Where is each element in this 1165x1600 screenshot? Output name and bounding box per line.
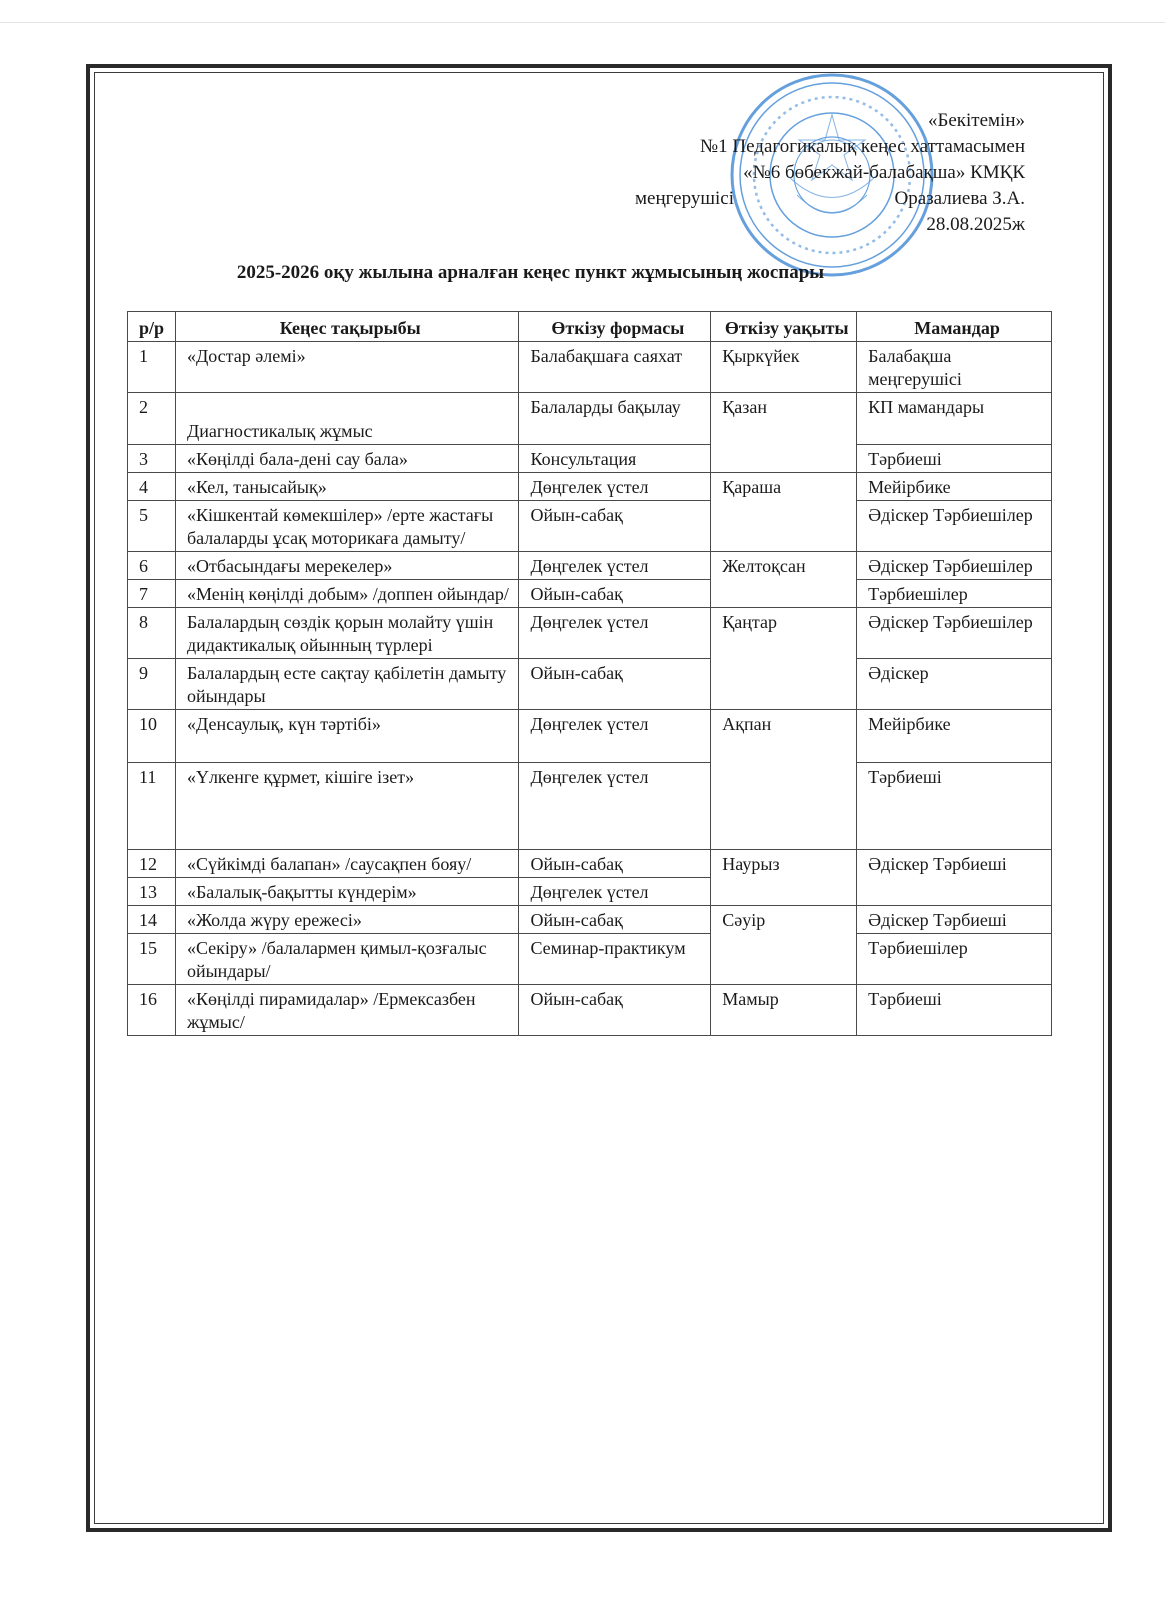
row-specialists: Әдіскер (857, 659, 1052, 710)
row-form: Ойын-сабақ (519, 501, 711, 552)
row-form: Дөңгелек үстел (519, 878, 711, 906)
row-specialists: Тәрбиеші (857, 445, 1052, 473)
row-number: 9 (128, 659, 176, 710)
approval-block (635, 108, 1025, 238)
row-form: Ойын-сабақ (519, 659, 711, 710)
page-top-rule (0, 22, 1165, 23)
row-form: Балаларды бақылау (519, 393, 711, 445)
row-time: Желтоқсан (711, 552, 857, 608)
approval-heading: «Бекітемін» (927, 110, 1025, 131)
header-specialists: Мамандар (857, 312, 1052, 342)
row-form: Семинар-практикум (519, 934, 711, 985)
header-number: р/р (128, 312, 176, 342)
approval-position: меңгерушісі (635, 188, 734, 209)
row-topic: «Секіру» /балалармен қимыл-қозғалыс ойындары/ (175, 934, 519, 985)
row-time: Қаңтар (711, 608, 857, 710)
row-topic: «Үлкенге құрмет, кішіге ізет» (175, 763, 519, 850)
row-topic: «Кел, танысайық» (175, 473, 519, 501)
table-row (128, 985, 1052, 1036)
approval-signature-line (635, 186, 1025, 212)
row-number: 7 (128, 580, 176, 608)
approval-name: Оразалиева З.А. (894, 188, 1025, 209)
row-number: 3 (128, 445, 176, 473)
table-header-row (128, 312, 1052, 342)
table-row (128, 342, 1052, 393)
row-number: 10 (128, 710, 176, 763)
row-number: 5 (128, 501, 176, 552)
row-specialists: Балабақша меңгерушісі (857, 342, 1052, 393)
row-specialists: Мейірбике (857, 473, 1052, 501)
row-time: Қазан (711, 393, 857, 473)
row-specialists: Тәрбиешілер (857, 934, 1052, 985)
row-specialists: Тәрбиеші (857, 763, 1052, 850)
row-specialists: Әдіскер Тәрбиеші (857, 906, 1052, 934)
row-form: Дөңгелек үстел (519, 473, 711, 501)
table-row (128, 608, 1052, 659)
row-topic: «Көңілді бала-дені сау бала» (175, 445, 519, 473)
table-row (128, 445, 1052, 473)
table-row (128, 473, 1052, 501)
row-specialists: КП мамандары (857, 393, 1052, 445)
row-topic: Балалардың есте сақтау қабілетін дамыту ойындары (175, 659, 519, 710)
row-topic: «Достар әлемі» (175, 342, 519, 393)
row-form: Ойын-сабақ (519, 985, 711, 1036)
row-time: Қараша (711, 473, 857, 552)
row-time: Қыркүйек (711, 342, 857, 393)
row-specialists: Әдіскер Тәрбиешілер (857, 608, 1052, 659)
row-topic: Балалардың сөздік қорын молайту үшін дидактикалық ойынның түрлері (175, 608, 519, 659)
row-topic: «Менің көңілді добым» /доппен ойындар/ (175, 580, 519, 608)
row-specialists: Тәрбиешілер (857, 580, 1052, 608)
row-number: 14 (128, 906, 176, 934)
table-row (128, 934, 1052, 985)
approval-date: 28.08.2025ж (926, 214, 1025, 235)
document-title-wrap (0, 262, 1165, 284)
approval-protocol: №1 Педагогикалық кеңес хаттамасымен (700, 136, 1025, 157)
row-number: 16 (128, 985, 176, 1036)
table-row (128, 580, 1052, 608)
row-number: 6 (128, 552, 176, 580)
row-number: 11 (128, 763, 176, 850)
row-form: Ойын-сабақ (519, 906, 711, 934)
table-row (128, 552, 1052, 580)
consultation-plan-table (127, 311, 1052, 1036)
row-topic: «Көңілді пирамидалар» /Ермексазбен жұмыс/ (175, 985, 519, 1036)
row-form: Балабақшаға саяхат (519, 342, 711, 393)
row-topic: «Отбасындағы мерекелер» (175, 552, 519, 580)
row-time: Мамыр (711, 985, 857, 1036)
row-form: Дөңгелек үстел (519, 608, 711, 659)
table-row (128, 501, 1052, 552)
row-number: 13 (128, 878, 176, 906)
row-specialists: Әдіскер Тәрбиешілер (857, 552, 1052, 580)
row-topic: «Жолда жүру ережесі» (175, 906, 519, 934)
row-specialists: Әдіскер Тәрбиеші (857, 850, 1052, 906)
row-number: 12 (128, 850, 176, 878)
row-number: 1 (128, 342, 176, 393)
row-time: Ақпан (711, 710, 857, 850)
row-topic: «Сүйкімді балапан» /саусақпен бояу/ (175, 850, 519, 878)
row-number: 4 (128, 473, 176, 501)
table-row (128, 710, 1052, 763)
row-form: Дөңгелек үстел (519, 710, 711, 763)
table-row (128, 763, 1052, 850)
row-number: 15 (128, 934, 176, 985)
table-row (128, 906, 1052, 934)
row-specialists: Тәрбиеші (857, 985, 1052, 1036)
row-topic: «Кішкентай көмекшілер» /ерте жастағы балаларды ұсақ моторикаға дамыту/ (175, 501, 519, 552)
row-number: 8 (128, 608, 176, 659)
row-form: Дөңгелек үстел (519, 763, 711, 850)
row-topic: Диагностикалық жұмыс (175, 393, 519, 445)
row-number: 2 (128, 393, 176, 445)
row-form: Ойын-сабақ (519, 580, 711, 608)
row-specialists: Мейірбике (857, 710, 1052, 763)
row-topic: «Денсаулық, күн тәртібі» (175, 710, 519, 763)
header-topic: Кеңес тақырыбы (175, 312, 519, 342)
header-time: Өткізу уақыты (711, 312, 857, 342)
row-form: Консультация (519, 445, 711, 473)
row-specialists: Әдіскер Тәрбиешілер (857, 501, 1052, 552)
document-title: 2025-2026 оқу жылына арналған кеңес пункт жұмысының жоспары (236, 262, 825, 283)
row-form: Дөңгелек үстел (519, 552, 711, 580)
table-row (128, 850, 1052, 878)
header-form: Өткізу формасы (519, 312, 711, 342)
table-row (128, 393, 1052, 445)
row-form: Ойын-сабақ (519, 850, 711, 878)
row-time: Наурыз (711, 850, 857, 906)
approval-organization: «№6 бөбекжай-балабақша» КМҚК (743, 162, 1025, 183)
table-row (128, 659, 1052, 710)
row-topic: «Балалық-бақытты күндерім» (175, 878, 519, 906)
row-time: Сәуір (711, 906, 857, 985)
